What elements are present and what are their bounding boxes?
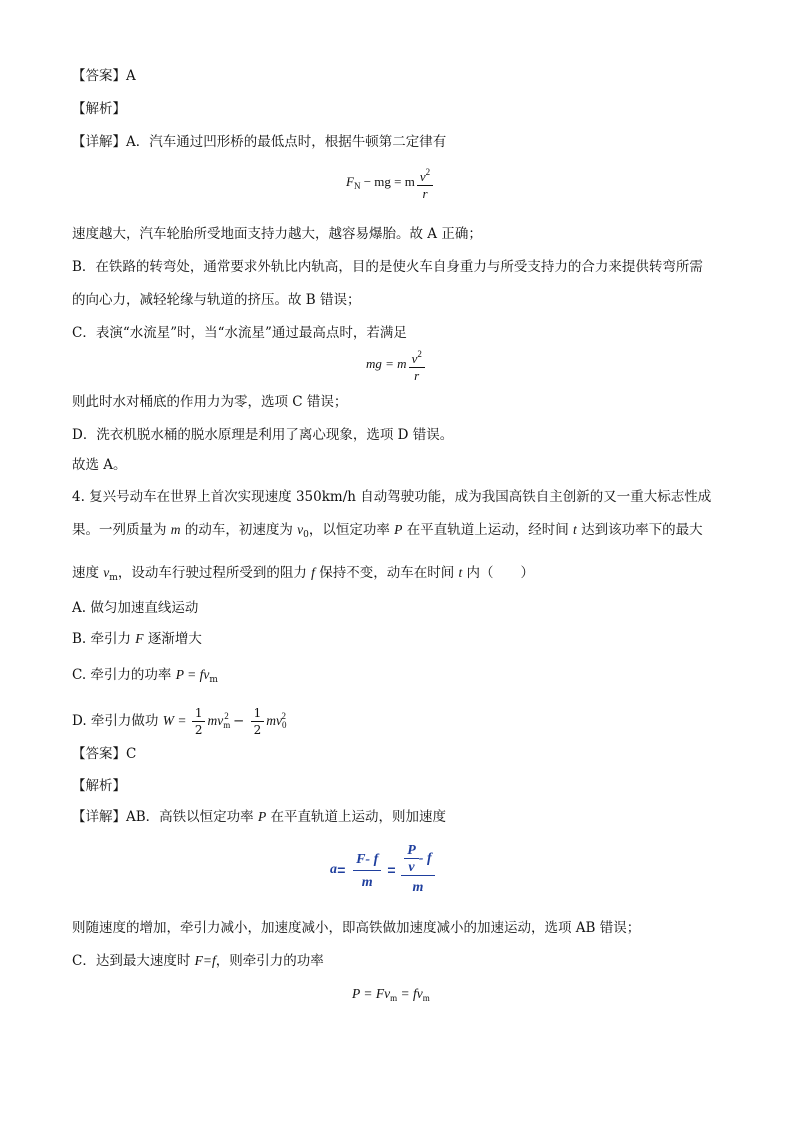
question-4-stem-line2: 果。一列质量为 m 的动车，初速度为 $v_0$，以恒定功率 P 在平直轨道上运动，经时间 t 达到该功率下的最大 (72, 522, 703, 540)
option-d: D. 牵引力做功 W = $\frac{1}{2}$ $mv_m^2$ − $\frac{1}{2}$ $mv_0^2$ (72, 706, 287, 737)
text-line: C．表演“水流星”时，当“水流星”通过最高点时，若满足 (72, 325, 407, 341)
text-line: 的向心力，减轻轮缘与轨道的挤压。故 B 错误； (72, 292, 361, 308)
formula-acceleration: a= $\frac{F- f}{m}$ = $\frac{P}{v}$ - f m (330, 842, 437, 898)
detail-a-line: 【详解】A．汽车通过凹形桥的最低点时，根据牛顿第二定律有 (72, 134, 447, 150)
option-b: B. 牵引力 F 逐渐增大 (72, 631, 202, 647)
detail-ab-line: 【详解】AB．高铁以恒定功率 P 在平直轨道上运动，则加速度 (72, 809, 447, 825)
formula-max-power: $P = Fv_m = fv_m$ (352, 986, 430, 1003)
text-line: 则此时水对桶底的作用力为零，选项 C 错误； (72, 394, 348, 410)
analysis-label-q3: 【解析】 (72, 101, 126, 117)
option-c: C. 牵引力的功率 $P = fv_m$ (72, 667, 218, 685)
conclusion-line: 故选 A。 (72, 457, 127, 473)
text-line: D．洗衣机脱水桶的脱水原理是利用了离心现象，选项 D 错误。 (72, 427, 454, 443)
text-line: 速度越大，汽车轮胎所受地面支持力越大，越容易爆胎。故 A 正确； (72, 226, 482, 242)
answer-label-q3: 【答案】A (72, 68, 136, 84)
question-4-stem-line3: 速度 $v_m$，设动车行驶过程所受到的阻力 f 保持不变，动车在时间 t 内（ ） (72, 565, 535, 583)
answer-label-q4: 【答案】C (72, 746, 137, 762)
formula-newton-lowpoint: $F_N$ − mg = m $\frac{v^2}{r}$ (346, 164, 435, 202)
text-line: 则随速度的增加，牵引力减小，加速度减小，即高铁做加速度减小的加速运动，选项 AB 错误； (72, 920, 641, 936)
question-4-stem-line1: 4. 复兴号动车在世界上首次实现速度 350km/h 自动驾驶功能，成为我国高铁自主创新的又一重大标志性成 (72, 489, 712, 505)
formula-water-star: mg = m $\frac{v^2}{r}$ (366, 346, 427, 384)
option-a: A. 做匀加速直线运动 (72, 600, 199, 616)
analysis-label-q4: 【解析】 (72, 778, 126, 794)
text-line: B．在铁路的转弯处，通常要求外轨比内轨高，目的是使火车自身重力与所受支持力的合力来提供转弯所需 (72, 259, 703, 275)
c-line-q4: C．达到最大速度时 F=f，则牵引力的功率 (72, 953, 324, 969)
